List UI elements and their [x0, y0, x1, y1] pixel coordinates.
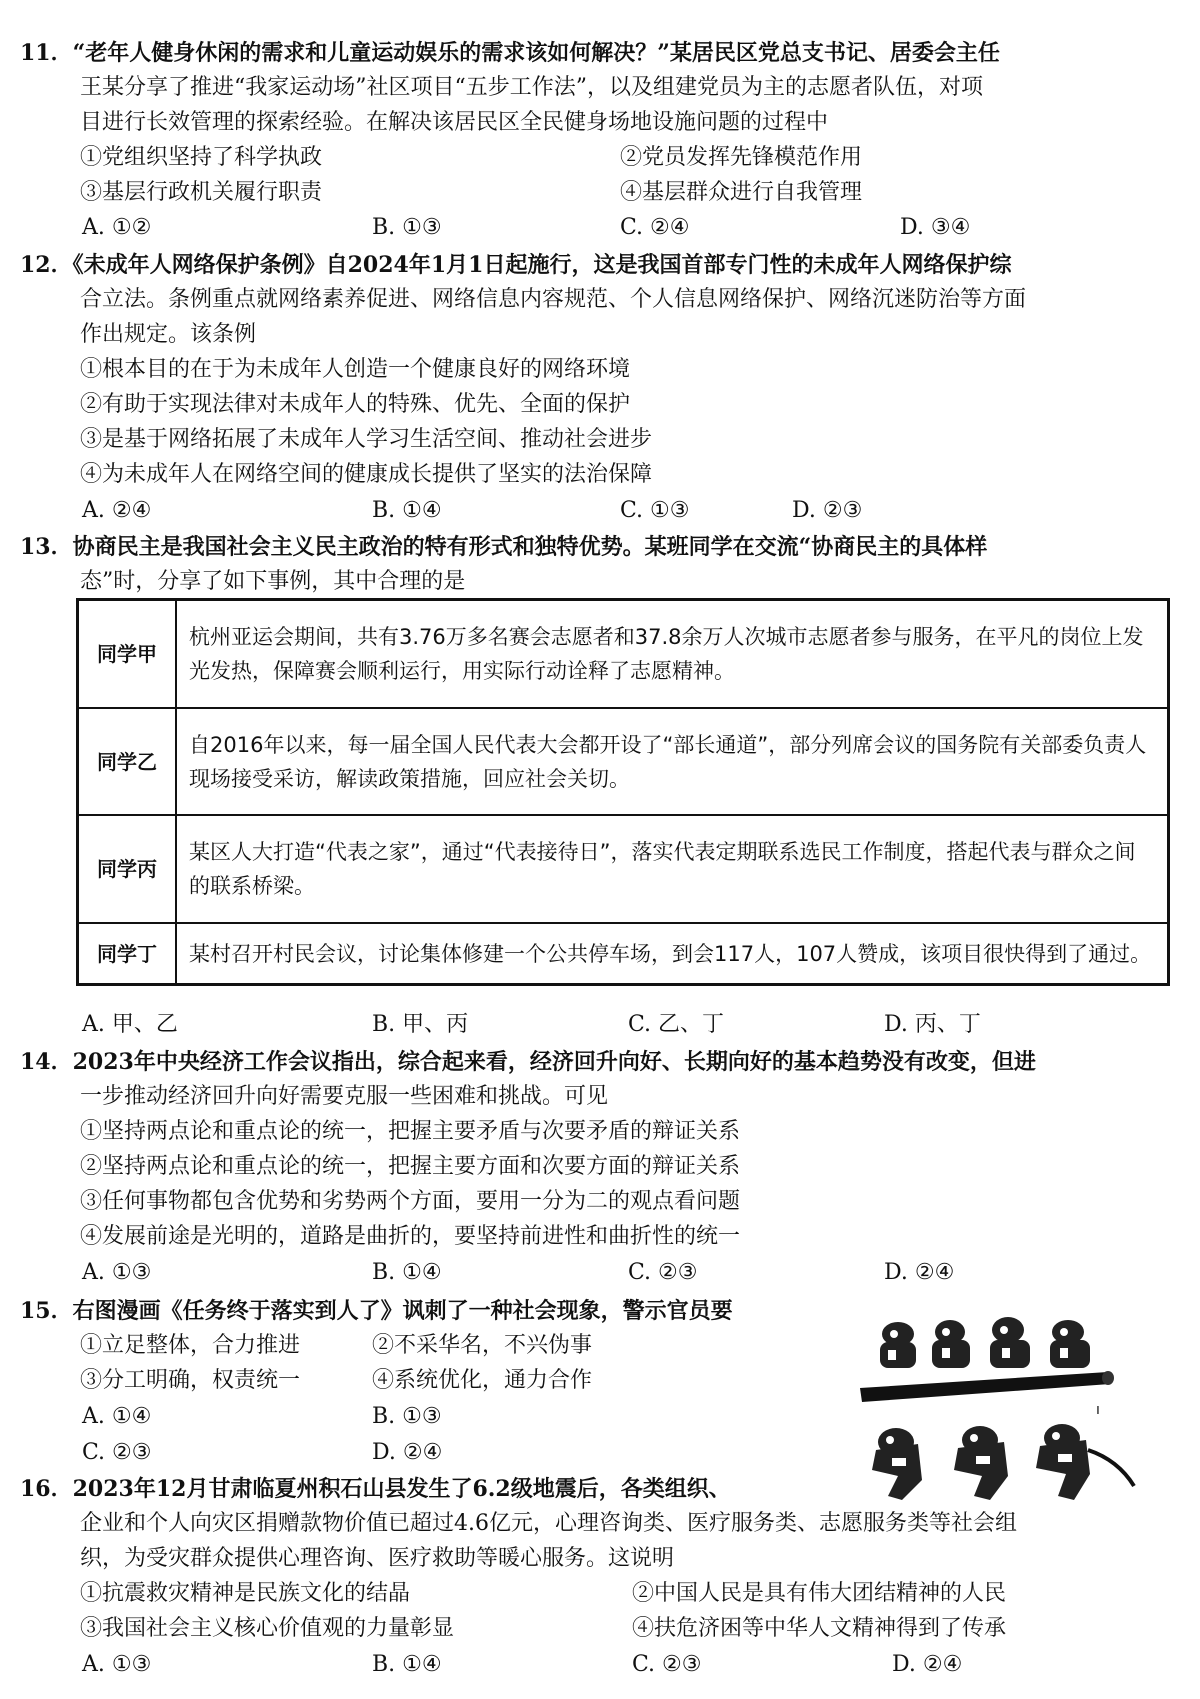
q11-option-c[interactable]: C. ②④ — [620, 215, 690, 240]
q16-option-a[interactable]: A. ①③ — [82, 1652, 152, 1677]
q15-option-d[interactable]: D. ②④ — [372, 1440, 443, 1465]
q15-option-a[interactable]: A. ①④ — [82, 1404, 152, 1429]
q11-statement-3: ③基层行政机关履行职责 — [80, 180, 323, 205]
q16-statement-1: ①抗震救灾精神是民族文化的结晶 — [80, 1581, 411, 1606]
q13-option-b[interactable]: B. 甲、丙 — [372, 1012, 469, 1037]
table-row — [78, 923, 1169, 984]
q15-statement-3: ③分工明确，权责统一 — [80, 1368, 301, 1393]
q16-statement-3: ③我国社会主义核心价值观的力量彰显 — [80, 1616, 455, 1641]
q11-statement-2: ②党员发挥先锋模范作用 — [620, 145, 863, 170]
student-name: 同学乙 — [78, 708, 177, 816]
examples-table — [76, 598, 1170, 986]
q11-stem-line2: 王某分享了推进“我家运动场”社区项目“五步工作法”，以及组建党员为主的志愿者队伍，对项 — [80, 75, 983, 100]
q16-stem-line1: 16．2023年12月甘肃临夏州积石山县发生了6.2级地震后，各类组织、 — [20, 1476, 731, 1502]
q14-option-c[interactable]: C. ②③ — [628, 1260, 698, 1285]
student-name: 同学丙 — [78, 815, 177, 923]
q14-stem-line2: 一步推动经济回升向好需要克服一些困难和挑战。可见 — [80, 1084, 609, 1109]
q13-stem-line1: 13．协商民主是我国社会主义民主政治的特有形式和独特优势。某班同学在交流“协商民主的具体样 — [20, 534, 988, 560]
q11-option-b[interactable]: B. ①③ — [372, 215, 442, 240]
q15-option-c[interactable]: C. ②③ — [82, 1440, 152, 1465]
cartoon-icon — [858, 1310, 1160, 1510]
q11-statement-4: ④基层群众进行自我管理 — [620, 180, 863, 205]
q16-stem-line2: 企业和个人向灾区捐赠款物价值已超过4.6亿元，心理咨询类、医疗服务类、志愿服务类等社会组 — [80, 1511, 1017, 1536]
q12-option-c[interactable]: C. ①③ — [620, 498, 690, 523]
q14-option-d[interactable]: D. ②④ — [884, 1260, 955, 1285]
q16-statement-4: ④扶危济困等中华人文精神得到了传承 — [632, 1616, 1007, 1641]
q11-statement-1: ①党组织坚持了科学执政 — [80, 145, 323, 170]
q14-statement-4: ④发展前途是光明的，道路是曲折的，要坚持前进性和曲折性的统一 — [80, 1224, 741, 1249]
table-row — [78, 708, 1169, 816]
q12-option-b[interactable]: B. ①④ — [372, 498, 442, 523]
q12-statement-3: ③是基于网络拓展了未成年人学习生活空间、推动社会进步 — [80, 427, 653, 452]
q16-option-b[interactable]: B. ①④ — [372, 1652, 442, 1677]
q12-statement-4: ④为未成年人在网络空间的健康成长提供了坚实的法治保障 — [80, 462, 653, 487]
q15-stem-line1: 15．右图漫画《任务终于落实到人了》讽刺了一种社会现象，警示官员要 — [20, 1298, 733, 1324]
example-text: 杭州亚运会期间，共有3.76万多名赛会志愿者和37.8余万人次城市志愿者参与服务，在平凡的岗位上发光发热，保障赛会顺利运行，用实际行动诠释了志愿精神。 — [176, 600, 1169, 708]
example-text: 某村召开村民会议，讨论集体修建一个公共停车场，到会117人，107人赞成，该项目很快得到了通过。 — [176, 923, 1169, 984]
q12-statement-2: ②有助于实现法律对未成年人的特殊、优先、全面的保护 — [80, 392, 631, 417]
q14-statement-1: ①坚持两点论和重点论的统一，把握主要矛盾与次要矛盾的辩证关系 — [80, 1119, 741, 1144]
q13-option-d[interactable]: D. 丙、丁 — [884, 1012, 981, 1037]
q13-option-a[interactable]: A. 甲、乙 — [82, 1012, 178, 1037]
q14-option-b[interactable]: B. ①④ — [372, 1260, 442, 1285]
q12-option-a[interactable]: A. ②④ — [82, 498, 152, 523]
q15-statement-2: ②不采华名，不兴伪事 — [372, 1333, 593, 1358]
q14-option-a[interactable]: A. ①③ — [82, 1260, 152, 1285]
cartoon-image — [858, 1310, 1160, 1510]
example-text: 某区人大打造“代表之家”，通过“代表接待日”，落实代表定期联系选民工作制度，搭起代表与群众之间的联系桥梁。 — [176, 815, 1169, 923]
q12-stem-line3: 作出规定。该条例 — [80, 322, 257, 347]
q11-stem-line3: 目进行长效管理的探索经验。在解决该居民区全民健身场地设施问题的过程中 — [80, 110, 829, 135]
student-name: 同学甲 — [78, 600, 177, 708]
q16-option-c[interactable]: C. ②③ — [632, 1652, 702, 1677]
student-name: 同学丁 — [78, 923, 177, 984]
q11-stem-line1: 11．“老年人健身休闲的需求和儿童运动娱乐的需求该如何解决？”某居民区党总支书记、居委会主任 — [20, 40, 1000, 66]
q16-option-d[interactable]: D. ②④ — [892, 1652, 963, 1677]
table-row — [78, 815, 1169, 923]
q12-stem-line1: 12．《未成年人网络保护条例》自2024年1月1日起施行，这是我国首部专门性的未成年人网络保护综 — [20, 252, 1012, 278]
q11-option-d[interactable]: D. ③④ — [900, 215, 971, 240]
q16-stem-line3: 织，为受灾群众提供心理咨询、医疗救助等暖心服务。这说明 — [80, 1546, 675, 1571]
q15-option-b[interactable]: B. ①③ — [372, 1404, 442, 1429]
q15-statement-4: ④系统优化，通力合作 — [372, 1368, 593, 1393]
q15-statement-1: ①立足整体，合力推进 — [80, 1333, 301, 1358]
example-text: 自2016年以来，每一届全国人民代表大会都开设了“部长通道”，部分列席会议的国务院有关部委负责人现场接受采访，解读政策措施，回应社会关切。 — [176, 708, 1169, 816]
q13-option-c[interactable]: C. 乙、丁 — [628, 1012, 725, 1037]
q12-stem-line2: 合立法。条例重点就网络素养促进、网络信息内容规范、个人信息网络保护、网络沉迷防治等方面 — [80, 287, 1027, 312]
q14-stem-line1: 14．2023年中央经济工作会议指出，综合起来看，经济回升向好、长期向好的基本趋势没有改变，但进 — [20, 1049, 1036, 1075]
table-row — [78, 600, 1169, 708]
svg-text:ı: ı — [1096, 1402, 1100, 1418]
q13-stem-line2: 态”时，分享了如下事例，其中合理的是 — [80, 569, 466, 594]
q14-statement-2: ②坚持两点论和重点论的统一，把握主要方面和次要方面的辩证关系 — [80, 1154, 741, 1179]
q12-option-d[interactable]: D. ②③ — [792, 498, 863, 523]
q16-statement-2: ②中国人民是具有伟大团结精神的人民 — [632, 1581, 1007, 1606]
q12-statement-1: ①根本目的在于为未成年人创造一个健康良好的网络环境 — [80, 357, 631, 382]
q11-option-a[interactable]: A. ①② — [82, 215, 152, 240]
q14-statement-3: ③任何事物都包含优势和劣势两个方面，要用一分为二的观点看问题 — [80, 1189, 741, 1214]
